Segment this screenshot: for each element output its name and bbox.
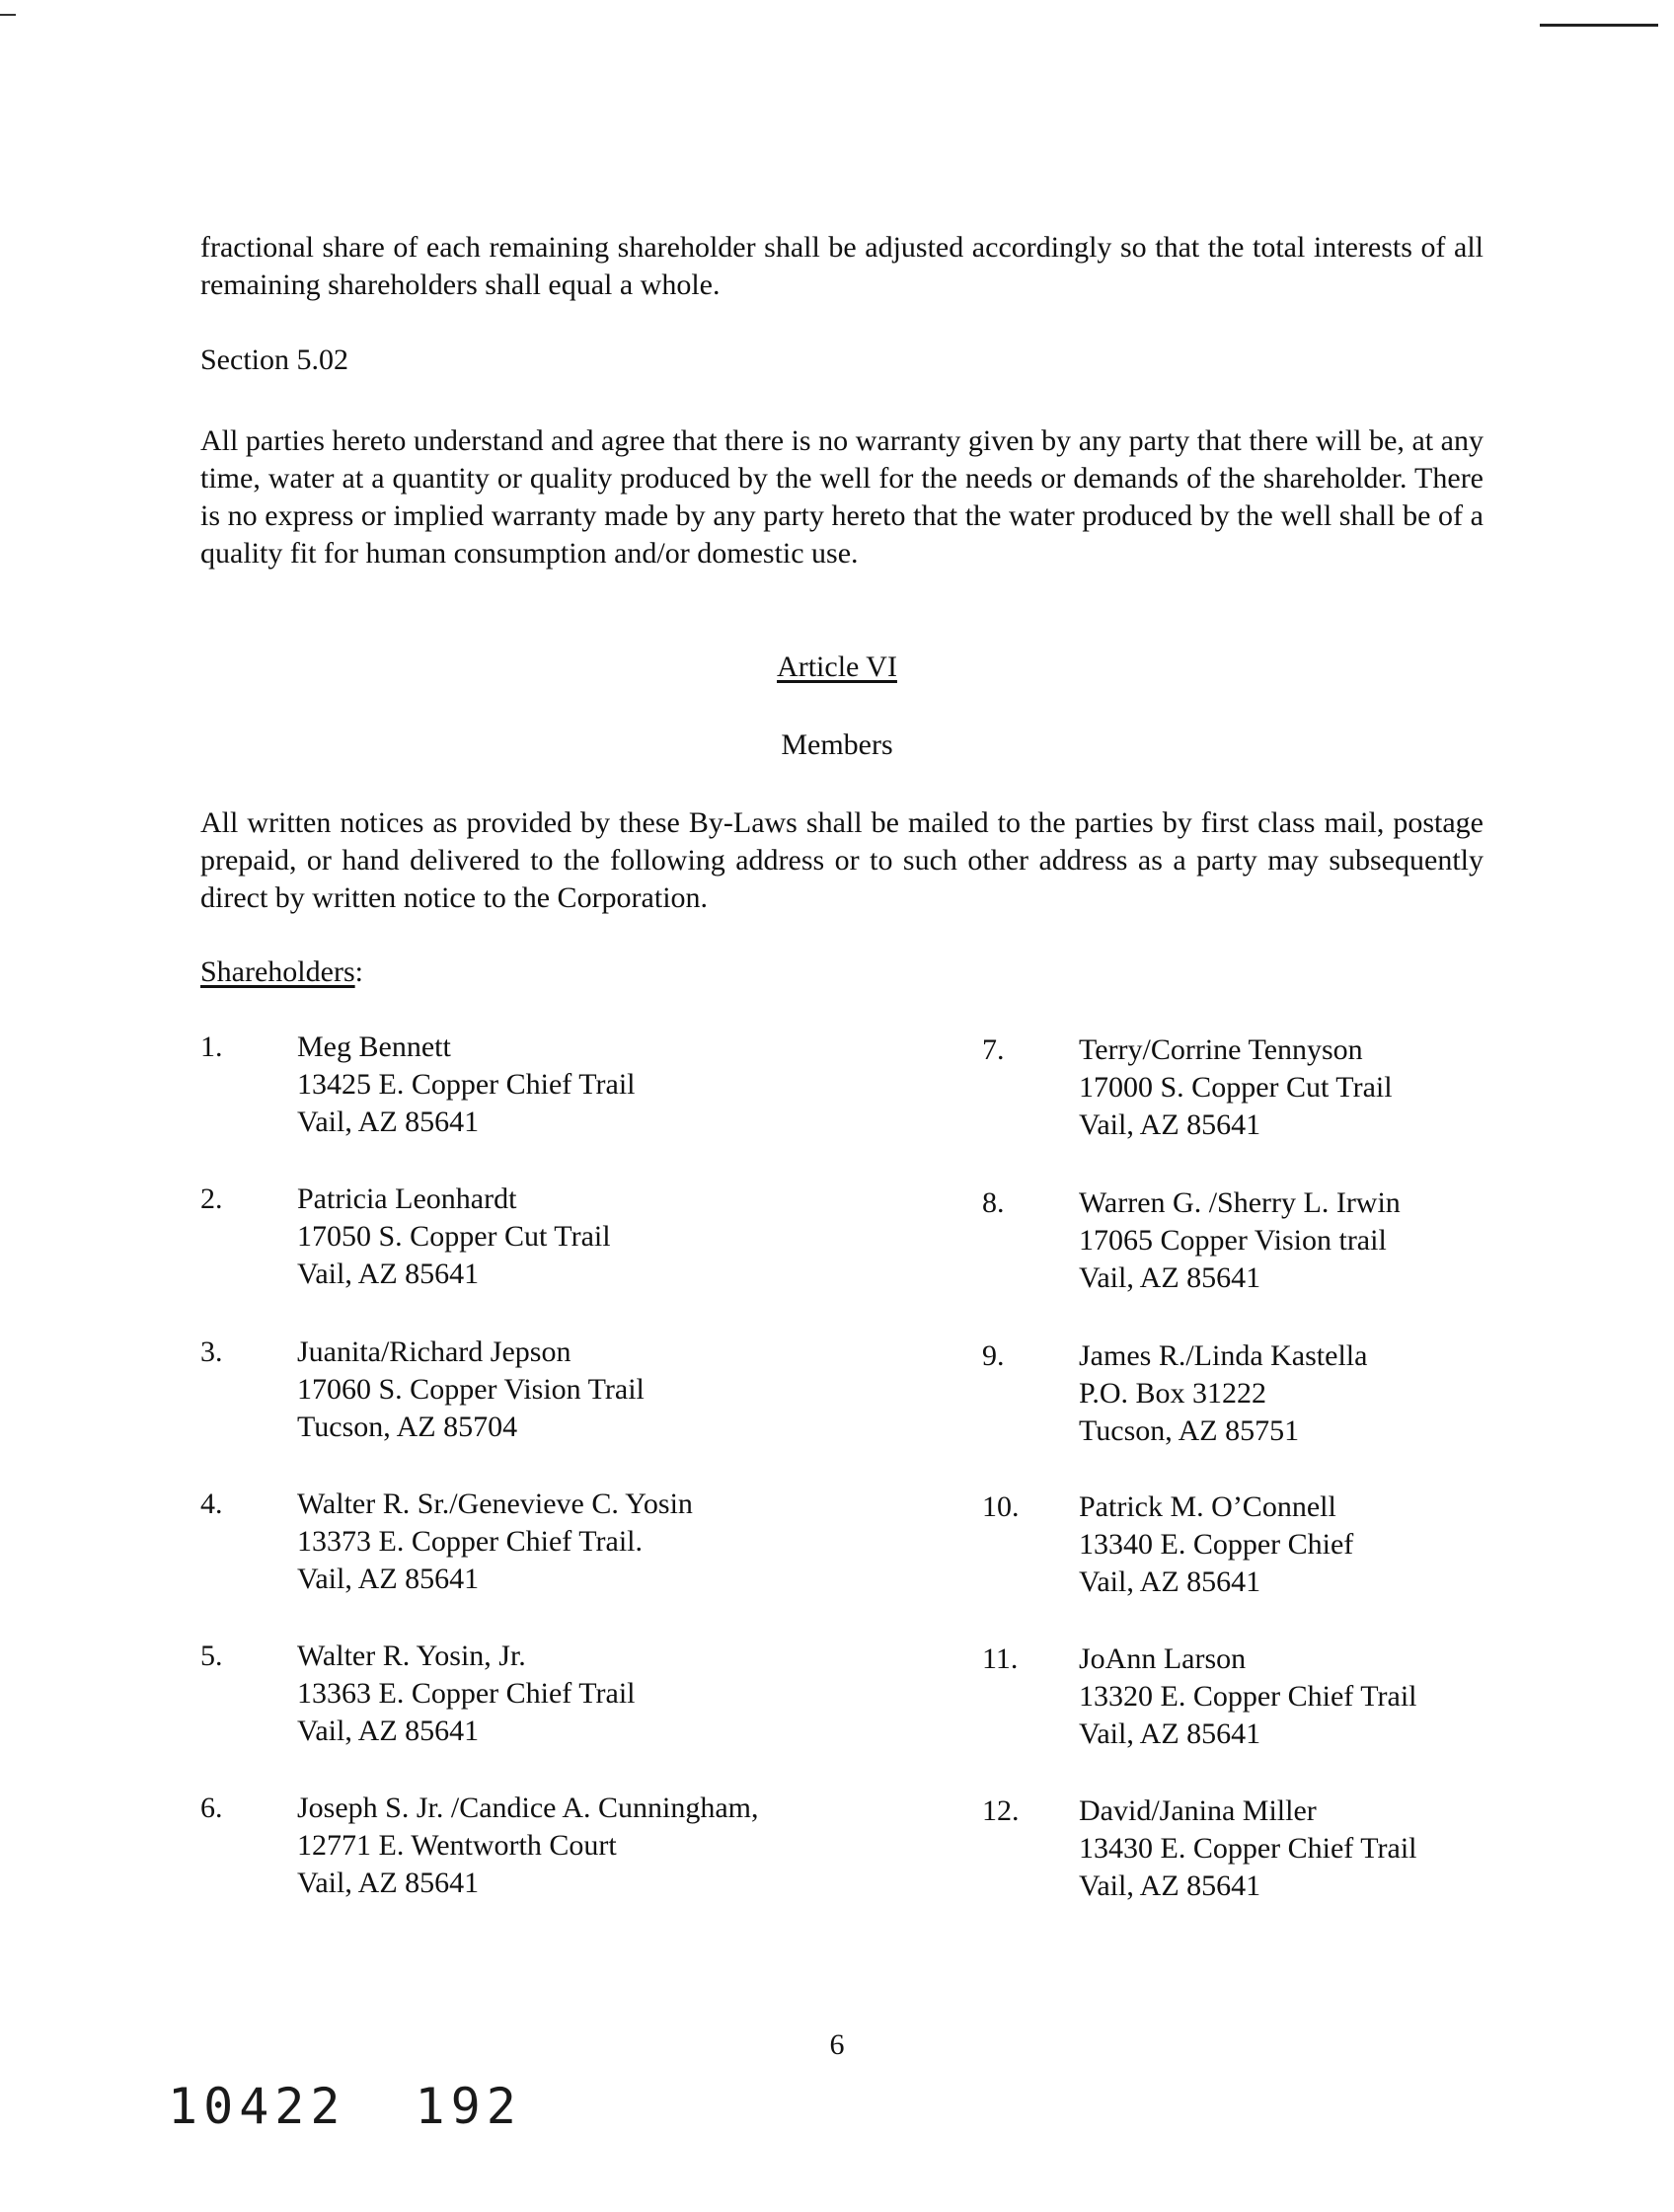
entry-name: James R./Linda Kastella <box>1079 1339 1368 1372</box>
entry-name: Juanita/Richard Jepson <box>297 1335 571 1368</box>
entry-city: Vail, AZ 85641 <box>1079 1565 1261 1598</box>
continuation-paragraph: fractional share of each remaining shareholder shall be adjusted accordingly so that the total interests of all remaining shareholders shall equal a whole. <box>200 231 1484 301</box>
entry-number: 2. <box>200 1182 223 1215</box>
shareholders-heading <box>200 953 363 991</box>
shareholders-colon: : <box>354 955 363 988</box>
article-title: Article VI <box>777 650 897 683</box>
entry-city: Tucson, AZ 85704 <box>297 1411 518 1443</box>
entry-number: 6. <box>200 1792 223 1824</box>
entry-number: 7. <box>982 1033 1005 1066</box>
scan-mark <box>0 14 16 16</box>
entry-street: 12771 E. Wentworth Court <box>297 1829 617 1862</box>
entry-street: 17060 S. Copper Vision Trail <box>297 1373 645 1406</box>
stamp-page: 192 <box>415 2078 522 2135</box>
entry-name: Joseph S. Jr. /Candice A. Cunningham, <box>297 1792 759 1824</box>
recording-stamp <box>168 2078 522 2135</box>
entry-name: Walter R. Sr./Genevieve C. Yosin <box>297 1487 693 1520</box>
entry-city: Vail, AZ 85641 <box>1079 1869 1261 1902</box>
entry-city: Vail, AZ 85641 <box>297 1715 480 1747</box>
entry-city: Vail, AZ 85641 <box>1079 1108 1261 1141</box>
article-paragraph: All written notices as provided by these By-Laws shall be mailed to the parties by first class mail, postage prepaid, or hand delivered to the following address or to such other address as a party may subsequently direct by written notice to the Corporation. <box>200 806 1484 914</box>
entry-number: 4. <box>200 1487 223 1520</box>
entry-name: Walter R. Yosin, Jr. <box>297 1640 526 1672</box>
entry-name: Terry/Corrine Tennyson <box>1079 1033 1363 1066</box>
entry-city: Vail, AZ 85641 <box>1079 1717 1261 1750</box>
entry-number: 5. <box>200 1640 223 1672</box>
article-subtitle: Members <box>781 728 893 761</box>
entry-street: 17000 S. Copper Cut Trail <box>1079 1071 1393 1104</box>
entry-name: Patricia Leonhardt <box>297 1182 517 1215</box>
entry-name: Meg Bennett <box>297 1030 451 1063</box>
entry-street: P.O. Box 31222 <box>1079 1377 1267 1410</box>
section-heading: Section 5.02 <box>200 343 348 376</box>
entry-city: Vail, AZ 85641 <box>297 1106 480 1138</box>
entry-city: Vail, AZ 85641 <box>1079 1261 1261 1294</box>
shareholders-label: Shareholders <box>200 955 355 988</box>
entry-name: Patrick M. O’Connell <box>1079 1490 1336 1523</box>
entry-number: 10. <box>982 1490 1020 1523</box>
entry-city: Tucson, AZ 85751 <box>1079 1414 1300 1447</box>
entry-city: Vail, AZ 85641 <box>297 1867 480 1899</box>
entry-street: 13340 E. Copper Chief <box>1079 1528 1354 1561</box>
page-number: 6 <box>829 2028 845 2061</box>
entry-number: 1. <box>200 1030 223 1063</box>
entry-city: Vail, AZ 85641 <box>297 1258 480 1290</box>
entry-street: 13320 E. Copper Chief Trail <box>1079 1680 1417 1713</box>
entry-street: 13430 E. Copper Chief Trail <box>1079 1832 1417 1865</box>
entry-number: 12. <box>982 1794 1020 1827</box>
entry-name: JoAnn Larson <box>1079 1642 1247 1675</box>
entry-name: David/Janina Miller <box>1079 1794 1317 1827</box>
entry-street: 17050 S. Copper Cut Trail <box>297 1220 611 1253</box>
entry-number: 8. <box>982 1186 1005 1219</box>
scan-mark <box>1540 24 1658 27</box>
entry-street: 13373 E. Copper Chief Trail. <box>297 1525 643 1558</box>
entry-number: 3. <box>200 1335 223 1368</box>
entry-name: Warren G. /Sherry L. Irwin <box>1079 1186 1401 1219</box>
entry-street: 13425 E. Copper Chief Trail <box>297 1068 636 1101</box>
entry-number: 11. <box>982 1642 1019 1675</box>
entry-street: 17065 Copper Vision trail <box>1079 1224 1387 1257</box>
entry-street: 13363 E. Copper Chief Trail <box>297 1677 636 1710</box>
section-paragraph: All parties hereto understand and agree that there is no warranty given by any party that there will be, at any time, water at a quantity or quality produced by the well for the needs or demands of the shareholder. There is no express or implied warranty made by any party hereto that the water produced by the well shall be of a quality fit for human consumption and/or domestic use. <box>200 424 1484 570</box>
stamp-docket: 10422 <box>168 2078 346 2135</box>
entry-number: 9. <box>982 1339 1005 1372</box>
entry-city: Vail, AZ 85641 <box>297 1563 480 1595</box>
